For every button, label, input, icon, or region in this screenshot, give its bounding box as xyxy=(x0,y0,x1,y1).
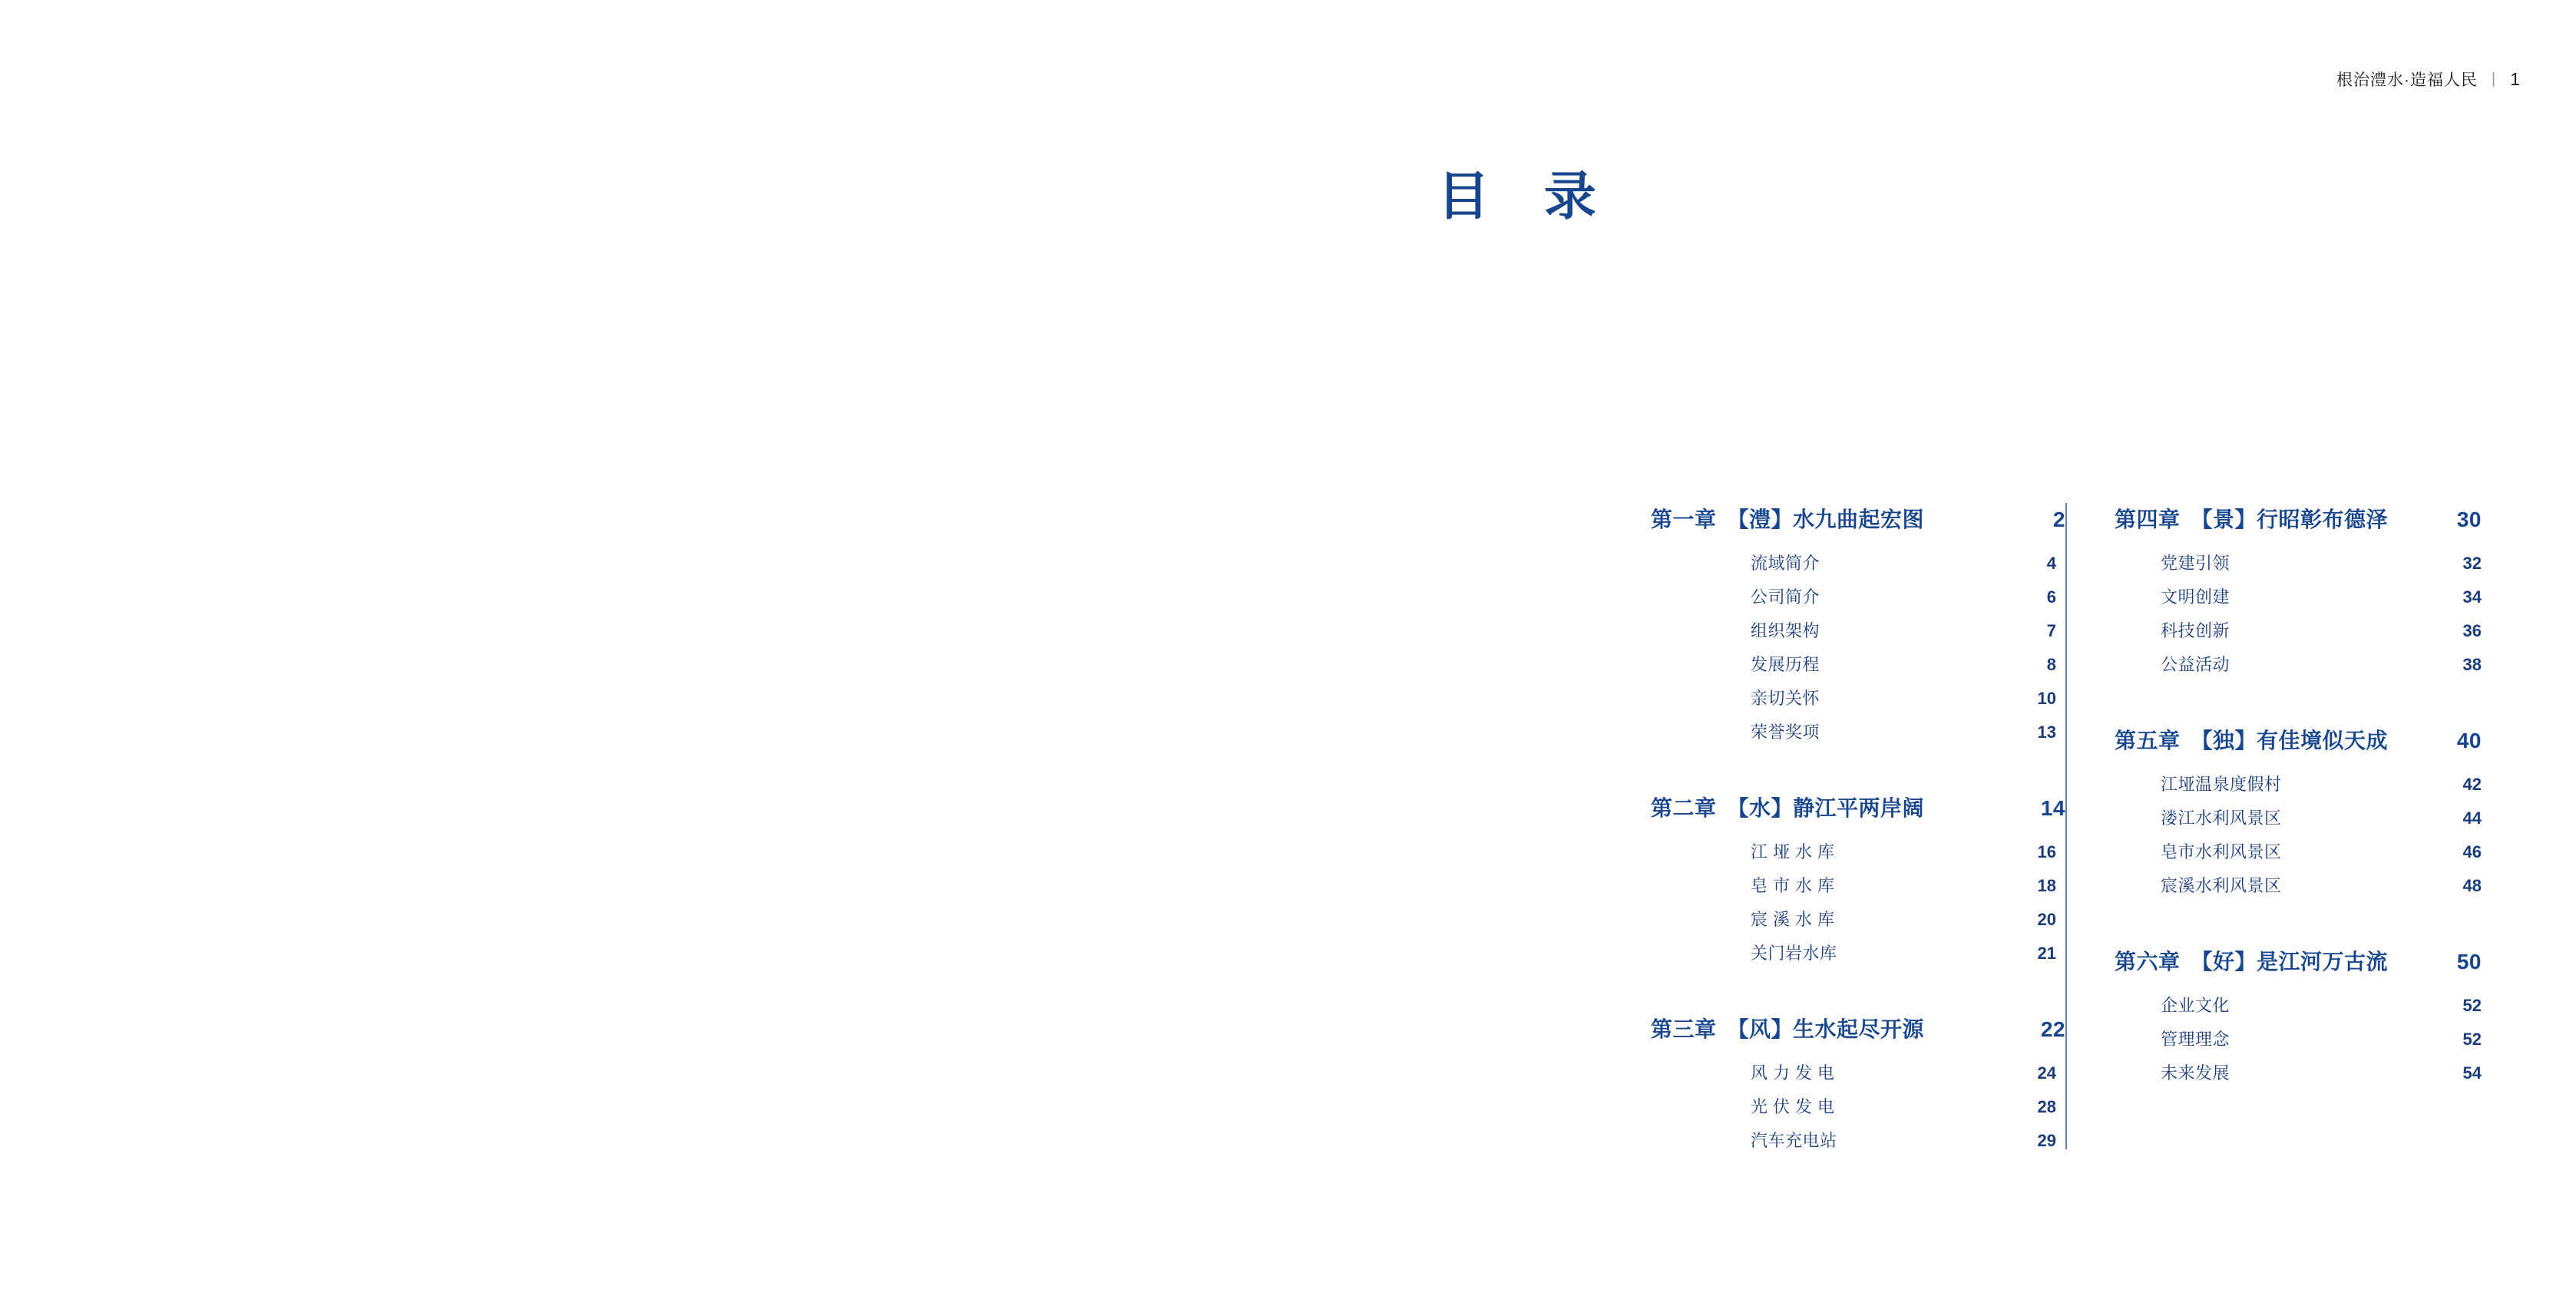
chapter-number: 第六章 xyxy=(2115,950,2181,974)
toc-entry-page: 13 xyxy=(2037,722,2056,742)
chapter-title: 【景】行昭彰布德泽 xyxy=(2191,508,2389,531)
toc-entry-page: 29 xyxy=(2037,1131,2056,1150)
chapter-block xyxy=(2115,503,2482,673)
toc-entry-label: 宸溪水库 xyxy=(1751,910,1840,929)
toc-entry-label: 科技创新 xyxy=(2161,621,2230,640)
toc-entry[interactable] xyxy=(1651,878,2065,911)
toc-entry-label: 组织架构 xyxy=(1751,621,1820,640)
running-title: 根治澧水·造福人民 xyxy=(2336,71,2478,89)
toc-entry[interactable] xyxy=(2115,810,2482,844)
toc-entry-label: 江垭水库 xyxy=(1751,842,1840,861)
chapter-number: 第五章 xyxy=(2115,729,2181,752)
chapter-entry-list xyxy=(2115,776,2482,894)
toc-entry[interactable] xyxy=(2115,1065,2482,1082)
chapter-block xyxy=(1651,1013,2065,1149)
toc-entry-page: 24 xyxy=(2037,1063,2056,1083)
chapter-entry-list xyxy=(1651,844,2065,962)
toc-entry-page: 52 xyxy=(2462,1030,2482,1049)
toc-entry[interactable] xyxy=(1651,656,2065,690)
toc-entry-label: 流域简介 xyxy=(1751,554,1820,573)
toc-entry-label: 荣誉奖项 xyxy=(1751,722,1820,742)
toc-entry-label: 溇江水利风景区 xyxy=(2161,808,2282,828)
chapter-block xyxy=(2115,724,2482,894)
chapter-heading[interactable] xyxy=(1651,792,2065,822)
toc-entry-label: 公益活动 xyxy=(2161,655,2230,674)
toc-entry-label: 公司简介 xyxy=(1751,587,1820,607)
chapter-entry-list xyxy=(1651,1065,2065,1149)
page-number: 1 xyxy=(2510,68,2521,89)
toc-entry-page: 54 xyxy=(2462,1063,2482,1083)
chapter-number: 第二章 xyxy=(1651,796,1717,820)
chapter-entry-list xyxy=(1651,555,2065,741)
chapter-title: 【好】是江河万古流 xyxy=(2191,950,2389,974)
chapter-page-number: 30 xyxy=(2456,508,2482,531)
chapter-title: 【独】有佳境似天成 xyxy=(2191,729,2389,752)
toc-entry[interactable] xyxy=(1651,589,2065,623)
toc-entry-label: 未来发展 xyxy=(2161,1063,2230,1083)
toc-entry-page: 48 xyxy=(2462,876,2482,895)
chapter-heading[interactable] xyxy=(2115,724,2482,755)
toc-entry-page: 4 xyxy=(2046,554,2056,573)
toc-entry-label: 企业文化 xyxy=(2161,996,2230,1015)
toc-entry[interactable] xyxy=(2115,656,2482,673)
toc-entry[interactable] xyxy=(2115,844,2482,878)
chapter-title: 【风】生水起尽开源 xyxy=(1727,1017,1925,1041)
toc-entry-label: 江垭温泉度假村 xyxy=(2161,775,2282,794)
toc-entry[interactable] xyxy=(1651,911,2065,945)
toc-entry-label: 皂市水库 xyxy=(1751,876,1840,895)
toc-columns xyxy=(1651,503,2511,1149)
toc-entry[interactable] xyxy=(1651,945,2065,962)
chapter-heading[interactable] xyxy=(2115,503,2482,534)
chapter-heading[interactable] xyxy=(2115,945,2482,976)
toc-entry-page: 7 xyxy=(2046,621,2056,640)
chapter-page-number: 2 xyxy=(2052,508,2065,531)
chapter-number: 第四章 xyxy=(2115,508,2181,531)
toc-entry-label: 党建引领 xyxy=(2161,554,2230,573)
toc-entry-page: 42 xyxy=(2462,775,2482,794)
chapter-block xyxy=(1651,792,2065,962)
toc-entry-page: 16 xyxy=(2037,842,2056,861)
toc-entry-page: 10 xyxy=(2037,689,2056,708)
toc-entry[interactable] xyxy=(1651,844,2065,878)
toc-entry-label: 文明创建 xyxy=(2161,587,2230,607)
toc-entry-label: 光伏发电 xyxy=(1751,1097,1840,1116)
toc-entry[interactable] xyxy=(2115,623,2482,656)
chapter-entry-list xyxy=(2115,555,2482,673)
toc-entry-label: 发展历程 xyxy=(1751,655,1820,674)
toc-entry[interactable] xyxy=(2115,776,2482,810)
toc-entry-page: 34 xyxy=(2462,587,2482,607)
toc-entry-page: 18 xyxy=(2037,876,2056,895)
toc-entry[interactable] xyxy=(1651,1065,2065,1099)
chapter-page-number: 22 xyxy=(2040,1017,2065,1041)
chapter-entry-list xyxy=(2115,997,2482,1082)
toc-entry-label: 宸溪水利风景区 xyxy=(2161,876,2282,895)
toc-entry-page: 8 xyxy=(2046,655,2056,674)
toc-entry[interactable] xyxy=(2115,878,2482,894)
toc-entry[interactable] xyxy=(2115,997,2482,1031)
toc-entry-page: 28 xyxy=(2037,1097,2056,1116)
toc-entry-label: 关门岩水库 xyxy=(1751,944,1837,963)
toc-entry[interactable] xyxy=(2115,1031,2482,1065)
toc-entry-label: 皂市水利风景区 xyxy=(2161,842,2282,861)
toc-entry-page: 46 xyxy=(2462,842,2482,861)
chapter-heading[interactable] xyxy=(1651,1013,2065,1043)
chapter-number: 第三章 xyxy=(1651,1017,1717,1041)
toc-entry-page: 44 xyxy=(2462,808,2482,828)
running-header xyxy=(2336,68,2521,91)
toc-entry-label: 管理理念 xyxy=(2161,1030,2230,1049)
toc-entry-page: 38 xyxy=(2462,655,2482,674)
chapter-block xyxy=(1651,503,2065,741)
chapter-title: 【澧】水九曲起宏图 xyxy=(1727,508,1925,531)
toc-entry-page: 21 xyxy=(2037,944,2056,963)
toc-entry[interactable] xyxy=(1651,724,2065,741)
toc-entry[interactable] xyxy=(2115,555,2482,589)
toc-entry-page: 32 xyxy=(2462,554,2482,573)
toc-entry[interactable] xyxy=(1651,623,2065,656)
chapter-page-number: 40 xyxy=(2456,729,2482,752)
toc-entry-label: 亲切关怀 xyxy=(1751,689,1820,708)
page-title: 目 录 xyxy=(1437,167,1616,226)
toc-entry-page: 6 xyxy=(2046,587,2056,607)
toc-entry-label: 汽车充电站 xyxy=(1751,1131,1837,1150)
chapter-title: 【水】静江平两岸阔 xyxy=(1727,796,1925,820)
toc-column-right xyxy=(2065,503,2482,1149)
toc-entry[interactable] xyxy=(1651,1099,2065,1132)
toc-entry-page: 52 xyxy=(2462,996,2482,1015)
toc-entry[interactable] xyxy=(1651,555,2065,589)
toc-column-left xyxy=(1651,503,2065,1149)
toc-entry[interactable] xyxy=(2115,589,2482,623)
chapter-page-number: 14 xyxy=(2040,796,2065,820)
toc-entry-page: 36 xyxy=(2462,621,2482,640)
toc-entry-page: 20 xyxy=(2037,910,2056,929)
chapter-block xyxy=(2115,945,2482,1082)
toc-entry[interactable] xyxy=(1651,1132,2065,1149)
chapter-heading[interactable] xyxy=(1651,503,2065,534)
chapter-page-number: 50 xyxy=(2456,950,2482,974)
toc-entry-label: 风力发电 xyxy=(1751,1063,1840,1083)
chapter-number: 第一章 xyxy=(1651,508,1717,531)
toc-entry[interactable] xyxy=(1651,690,2065,724)
header-separator: | xyxy=(2492,70,2497,88)
